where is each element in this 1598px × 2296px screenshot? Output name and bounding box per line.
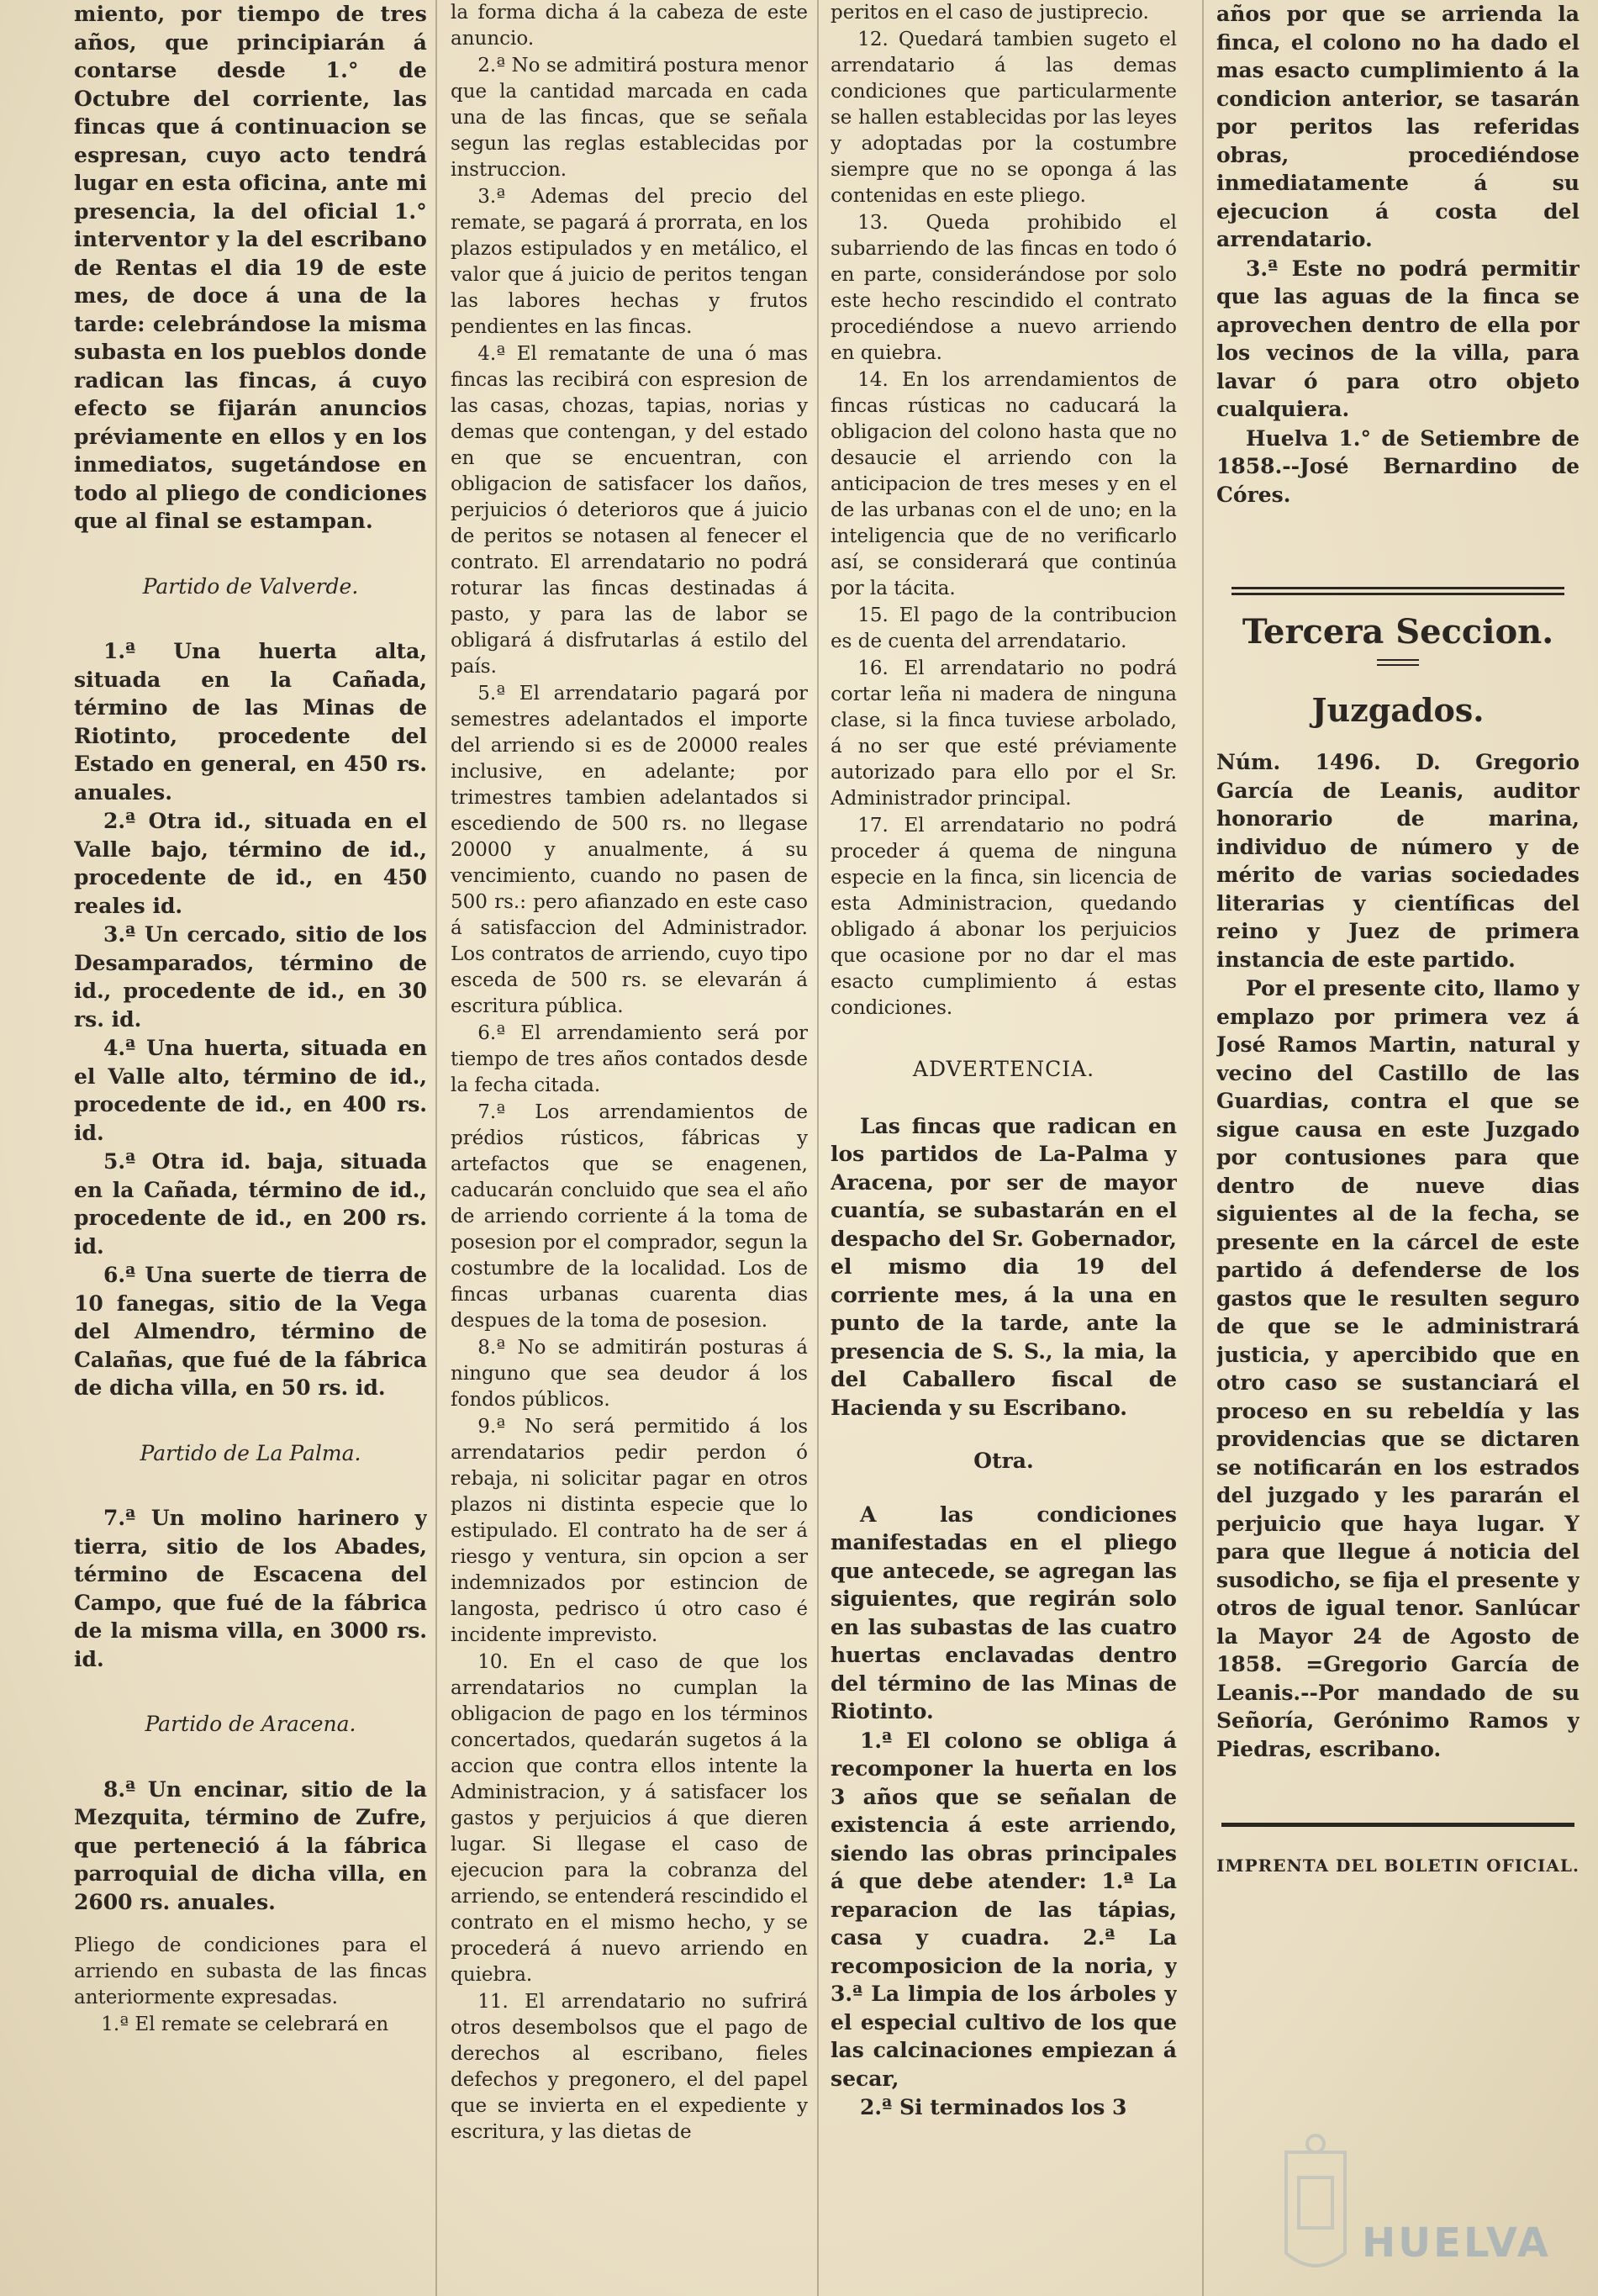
paragraph: la forma dicha á la cabeza de este anuncio. [451, 2, 808, 50]
paragraph: 2.ª Si terminados los 3 [860, 2095, 1127, 2119]
list-item: 3.ª Un cercado, sitio de los Desamparados, término de id., procedente de id., en 30 rs. id. [74, 922, 427, 1032]
paragraph: Las fincas que radican en los partidos de La-Palma y Aracena, por ser de mayor cuantía, se subastarán en el despacho del Sr. Gobernador, el mismo dia 19 del corriente mes, á la una en punto de la tarde, ante la presencia de S. S., la mia, la del Caballero fiscal de Hacienda y su Escribano. [831, 1113, 1177, 1420]
paragraph: 9.ª No será permitido á los arrendatarios pedir perdon ó rebaja, ni solicitar pagar en otros plazos ni distinta especie que lo estipulado. El contrato ha de ser á riesgo y ventura, sin opcion a ser indemnizados por estincion de langosta, pedrisco ú otro caso é incidente imprevisto. [451, 1416, 808, 1646]
list-item: 6.ª Una suerte de tierra de 10 fanegas, sitio de la Vega del Almendro, término de Calañas, que fué de la fábrica de dicha villa, en 50 rs. id. [74, 1263, 427, 1400]
paragraph: 4.ª El rematante de una ó mas fincas las recibirá con espresion de las casas, chozas, tapias, norias y demas que contengan, y del estado en que se encuentran, con obligacion de satisfacer los daños, perjuicios ó deterioros que á juicio de peritos se notasen al fenecer el contrato. El arrendatario no podrá roturar las fincas destinadas á pasto, y para las de labor se obligará á disfrutarlas á estilo del país. [451, 343, 808, 678]
subsection-title: Juzgados. [1311, 691, 1485, 729]
paragraph: 1.ª El remate se celebrará en [101, 2014, 389, 2035]
paragraph: 14. En los arrendamientos de fincas rústicas no caducará la obligacion del colono hasta que no desaucie el arriendo con la anticipacion de tres meses y en el de las urbanas con el de uno; en la inteligencia que de no verificarlo así, se considerará que continúa por la tácita. [831, 369, 1177, 599]
paragraph: 7.ª Los arrendamientos de prédios rústicos, fábricas y artefactos que se enagenen, caducarán concluido que sea el año de arriendo corriente á la toma de posesion por el comprador, segun la costumbre de la localidad. Los de fincas urbanas cuarenta dias despues de la toma de posesion. [451, 1101, 808, 1332]
paragraph: 6.ª El arrendamiento será por tiempo de tres años contados desde la fecha citada. [451, 1022, 808, 1096]
column-rule [1202, 0, 1204, 2296]
paragraph: 11. El arrendatario no sufrirá otros desembolsos que el pago de derechos al escribano, fieles defechos y pregonero, el del papel que se invierta en el expediente y escritura, y las dietas de [451, 1991, 808, 2143]
paragraph: años por que se arrienda la finca, el colono no ha dado el mas esacto cumplimiento á la condicion anterior, se tasarán por peritos las referidas obras, procediéndose inmediatamente á su ejecucion á costa del arrendatario. [1216, 2, 1580, 251]
list-item: 5.ª Otra id. baja, situada en la Cañada, término de id., procedente de id., en 200 rs. id. [74, 1149, 427, 1259]
paragraph: 15. El pago de la contribucion es de cuenta del arrendatario. [831, 604, 1177, 652]
list-item: 8.ª Un encinar, sitio de la Mezquita, término de Zufre, que perteneció á la fábrica parroquial de dicha villa, en 2600 rs. anuales. [74, 1776, 427, 1914]
paragraph: 2.ª No se admitirá postura menor que la cantidad marcada en cada una de las fincas, que se señala segun las reglas establecidas por instruccion. [451, 55, 808, 181]
column-4 [1216, 0, 1580, 2296]
column-2 [451, 0, 808, 2296]
list-item: 2.ª Otra id., situada en el Valle bajo, término de id., procedente de id., en 450 reales id. [74, 809, 427, 918]
watermark-text: HUELVA [1362, 2219, 1551, 2267]
double-rule [1231, 587, 1564, 595]
paragraph: 3.ª Este no podrá permitir que las aguas de la finca se aprovechen dentro de ella por los vecinos de la villa, para lavar ó para otro objeto cualquiera. [1216, 256, 1580, 421]
signature-line: Huelva 1.° de Setiembre de 1858.--José Bernardino de Córes. [1216, 425, 1580, 507]
heading-partido-aracena: Partido de Aracena. [145, 1712, 356, 1736]
edict-heading: Núm. 1496. D. Gregorio García de Leanis, auditor honorario de marina, individuo de número y de mérito de varias sociedades literarias y científicas del reino y Juez de primera instancia de este partido. [1216, 750, 1580, 972]
heading-advertencia: ADVERTENCIA. [912, 1057, 1095, 1081]
heading-otra: Otra. [973, 1449, 1034, 1473]
list-item: 7.ª Un molino harinero y tierra, sitio de los Abades, término de Escacena del Campo, que fué de la fábrica de la misma villa, en 3000 rs. id. [74, 1506, 427, 1671]
heading-partido-palma: Partido de La Palma. [140, 1440, 361, 1465]
paragraph: 13. Queda prohibido el subarriendo de las fincas en todo ó en parte, considerándose por solo este hecho rescindido el contrato procediéndose a nuevo arriendo en quiebra. [831, 212, 1177, 364]
list-item: 1.ª Una huerta alta, situada en la Cañada, término de las Minas de Riotinto, procedente del Estado en general, en 450 rs. anuales. [74, 639, 427, 805]
paragraph: 17. El arrendatario no podrá proceder á quema de ninguna especie en la finca, sin licencia de esta Administracion, quedando obligado á abonar los perjuicios que ocasione por no dar el mas esacto cumplimiento á estas condiciones. [831, 815, 1177, 1019]
short-double-rule [1377, 659, 1419, 666]
closing-rule [1221, 1823, 1574, 1827]
paragraph: 3.ª Ademas del precio del remate, se pagará á prorrata, en los plazos estipulados y en metálico, el valor que á juicio de peritos tengan las labores hechas y frutos pendientes en las fincas. [451, 186, 808, 338]
section-title: Tercera Seccion. [1242, 612, 1554, 652]
pliego-title: Pliego de condiciones para el arriendo en subasta de las fincas anteriormente expresadas. [74, 1934, 427, 2008]
paragraph: 1.ª El colono se obliga á recomponer la huerta en los 3 años que se señalan de existencia á este arriendo, siendo las obras principales á que debe atender: 1.ª La reparacion de las tápias, casa y cuadra. 2.ª La recomposicion de la noria, y 3.ª La limpia de los árboles y el especial cultivo de los que las calcinaciones empiezan á secar, [831, 1728, 1177, 2091]
list-item: 4.ª Una huerta, situada en el Valle alto, término de id., procedente de id., en 400 rs. id. [74, 1036, 427, 1145]
column-rule [817, 0, 819, 2296]
paragraph: 16. El arrendatario no podrá cortar leña ni madera de ninguna clase, si la finca tuviese arbolado, á no ser que esté préviamente autorizado para ello por el Sr. Administrador principal. [831, 657, 1177, 810]
paragraph: 8.ª No se admitirán posturas á ninguno que sea deudor á los fondos públicos. [451, 1337, 808, 1411]
paragraph: miento, por tiempo de tres años, que principiarán á contarse desde 1.° de Octubre del corriente, las fincas que á continuacion se espresan, cuyo acto tendrá lugar en esta oficina, ante mi presencia, la del oficial 1.° interventor y la del escribano de Rentas el dia 19 de este mes, de doce á una de la tarde: celebrándose la misma subasta en los pueblos donde radican las fincas, á cuyo efecto se fijarán anuncios préviamente en ellos y en los inmediatos, sugetándose en todo al pliego de condiciones que al final se estampan. [74, 2, 427, 533]
column-1 [74, 0, 427, 2296]
heading-partido-valverde: Partido de Valverde. [142, 573, 359, 599]
paragraph: A las condiciones manifestadas en el pliego que antecede, se agregan las siguientes, que regirán solo en las subastas de las cuatro huertas enclavadas dentro del término de las Minas de Riotinto. [831, 1502, 1177, 1723]
paragraph: 10. En el caso de que los arrendatarios no cumplan la obligacion de pago en los términos concertados, quedarán sugetos á la accion que contra ellos intente la Administracion, y á satisfacer los gastos y perjuicios á que dieren lugar. Si llegase el caso de ejecucion para la cobranza del arriendo, se entenderá rescindido el contrato en el mismo hecho, y se procederá á nuevo arriendo en quiebra. [451, 1651, 808, 1986]
paragraph: 5.ª El arrendatario pagará por semestres adelantados el importe del arriendo si es de 20000 reales inclusive, en adelante; por trimestres tambien adelantados si escediendo de 500 rs. no llegase 20000 y anualmente, á su vencimiento, cuando no pasen de 500 rs.: pero afianzado en este caso á satisfaccion del Administrador. Los contratos de arriendo, cuyo tipo esceda de 500 rs. se elevarán á escritura pública. [451, 683, 808, 1017]
paragraph: peritos en el caso de justiprecio. [831, 2, 1149, 24]
imprint-line: IMPRENTA DEL BOLETIN OFICIAL. [1216, 1855, 1580, 1876]
column-rule [435, 0, 437, 2296]
column-3 [831, 0, 1177, 2296]
paragraph: Por el presente cito, llamo y emplazo por primera vez á José Ramos Martin, natural y vecino del Castillo de las Guardias, contra el que se sigue causa en este Juzgado por contusiones para que dentro de nueve dias siguientes al de la fecha, se presente en la cárcel de este partido á defenderse de los gastos que le resulten seguro de que se le administrará justicia, y apercibido que en otro caso se sustanciará el proceso en su rebeldía y las providencias que se dictaren se notificarán en los estrados del juzgado y les pararán el perjuicio que haya lugar. Y para que llegue á noticia del susodicho, se fija el presente y otros de igual tenor. Sanlúcar la Mayor 24 de Agosto de 1858. =Gregorio García de Leanis.--Por mandado de su Señoría, Gerónimo Ramos y Piedras, escribano. [1216, 976, 1580, 1761]
paragraph: 12. Quedará tambien sugeto el arrendatario á las demas condiciones que particularmente se hallen establecidas por las leyes y adoptadas por la costumbre siempre que no se oponga á las contenidas en este pliego. [831, 29, 1177, 207]
